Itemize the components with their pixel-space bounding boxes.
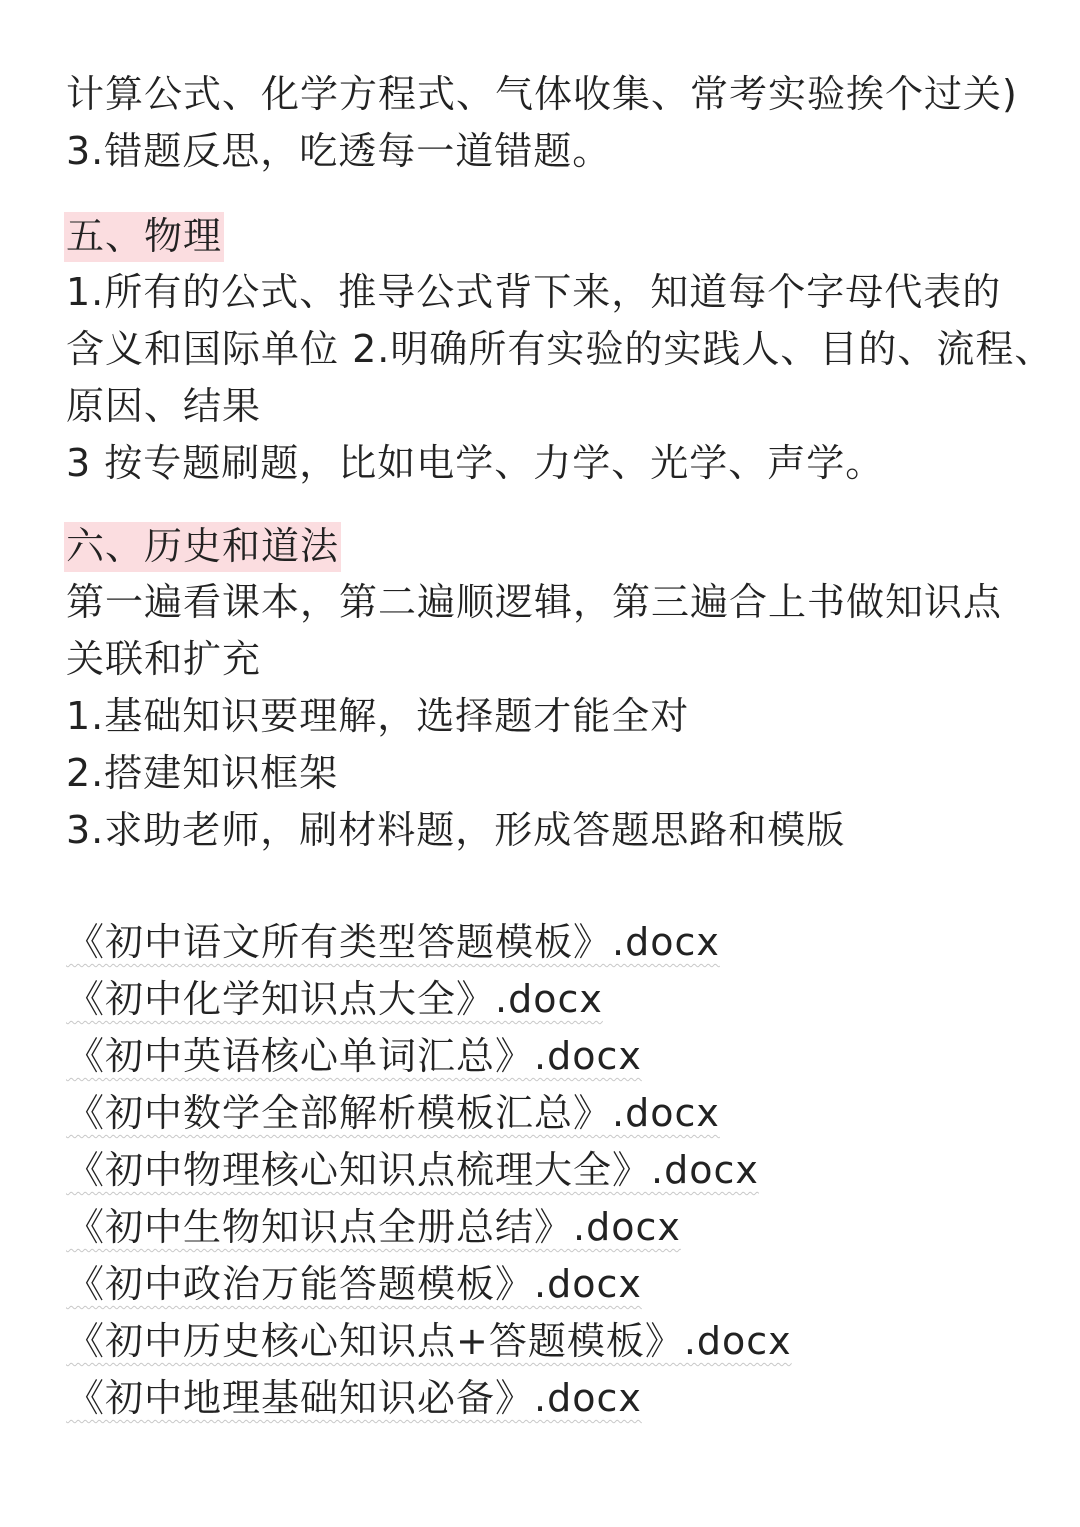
physics-line: 3 按专题刷题，比如电学、力学、光学、声学。 <box>66 441 885 485</box>
physics-line: 原因、结果 <box>66 384 262 428</box>
history-line: 3.求助老师，刷材料题，形成答题思路和模版 <box>66 808 846 852</box>
physics-line: 含义和国际单位 2.明确所有实验的实践人、目的、流程、 <box>66 327 1054 371</box>
history-line: 2.搭建知识框架 <box>66 751 339 795</box>
doc-link-english[interactable]: 《初中英语核心单词汇总》.docx <box>66 1034 642 1078</box>
physics-heading: 五、物理 <box>64 212 224 262</box>
history-line: 第一遍看课本，第二遍顺逻辑，第三遍合上书做知识点 <box>66 580 1003 624</box>
history-politics-heading: 六、历史和道法 <box>64 522 341 572</box>
physics-line: 1.所有的公式、推导公式背下来，知道每个字母代表的 <box>66 270 1002 314</box>
doc-link-chinese[interactable]: 《初中语文所有类型答题模板》.docx <box>66 920 720 964</box>
doc-link-politics[interactable]: 《初中政治万能答题模板》.docx <box>66 1262 642 1306</box>
chemistry-line-2: 3.错题反思，吃透每一道错题。 <box>66 129 612 173</box>
doc-link-physics[interactable]: 《初中物理核心知识点梳理大全》.docx <box>66 1148 759 1192</box>
doc-link-geography[interactable]: 《初中地理基础知识必备》.docx <box>66 1376 642 1420</box>
doc-link-history[interactable]: 《初中历史核心知识点+答题模板》.docx <box>66 1319 792 1363</box>
chemistry-line-1: 计算公式、化学方程式、气体收集、常考实验挨个过关) <box>66 72 1018 116</box>
doc-link-math[interactable]: 《初中数学全部解析模板汇总》.docx <box>66 1091 720 1135</box>
doc-link-chemistry[interactable]: 《初中化学知识点大全》.docx <box>66 977 603 1021</box>
history-line: 关联和扩充 <box>66 637 262 681</box>
history-line: 1.基础知识要理解，选择题才能全对 <box>66 694 690 738</box>
doc-link-biology[interactable]: 《初中生物知识点全册总结》.docx <box>66 1205 681 1249</box>
